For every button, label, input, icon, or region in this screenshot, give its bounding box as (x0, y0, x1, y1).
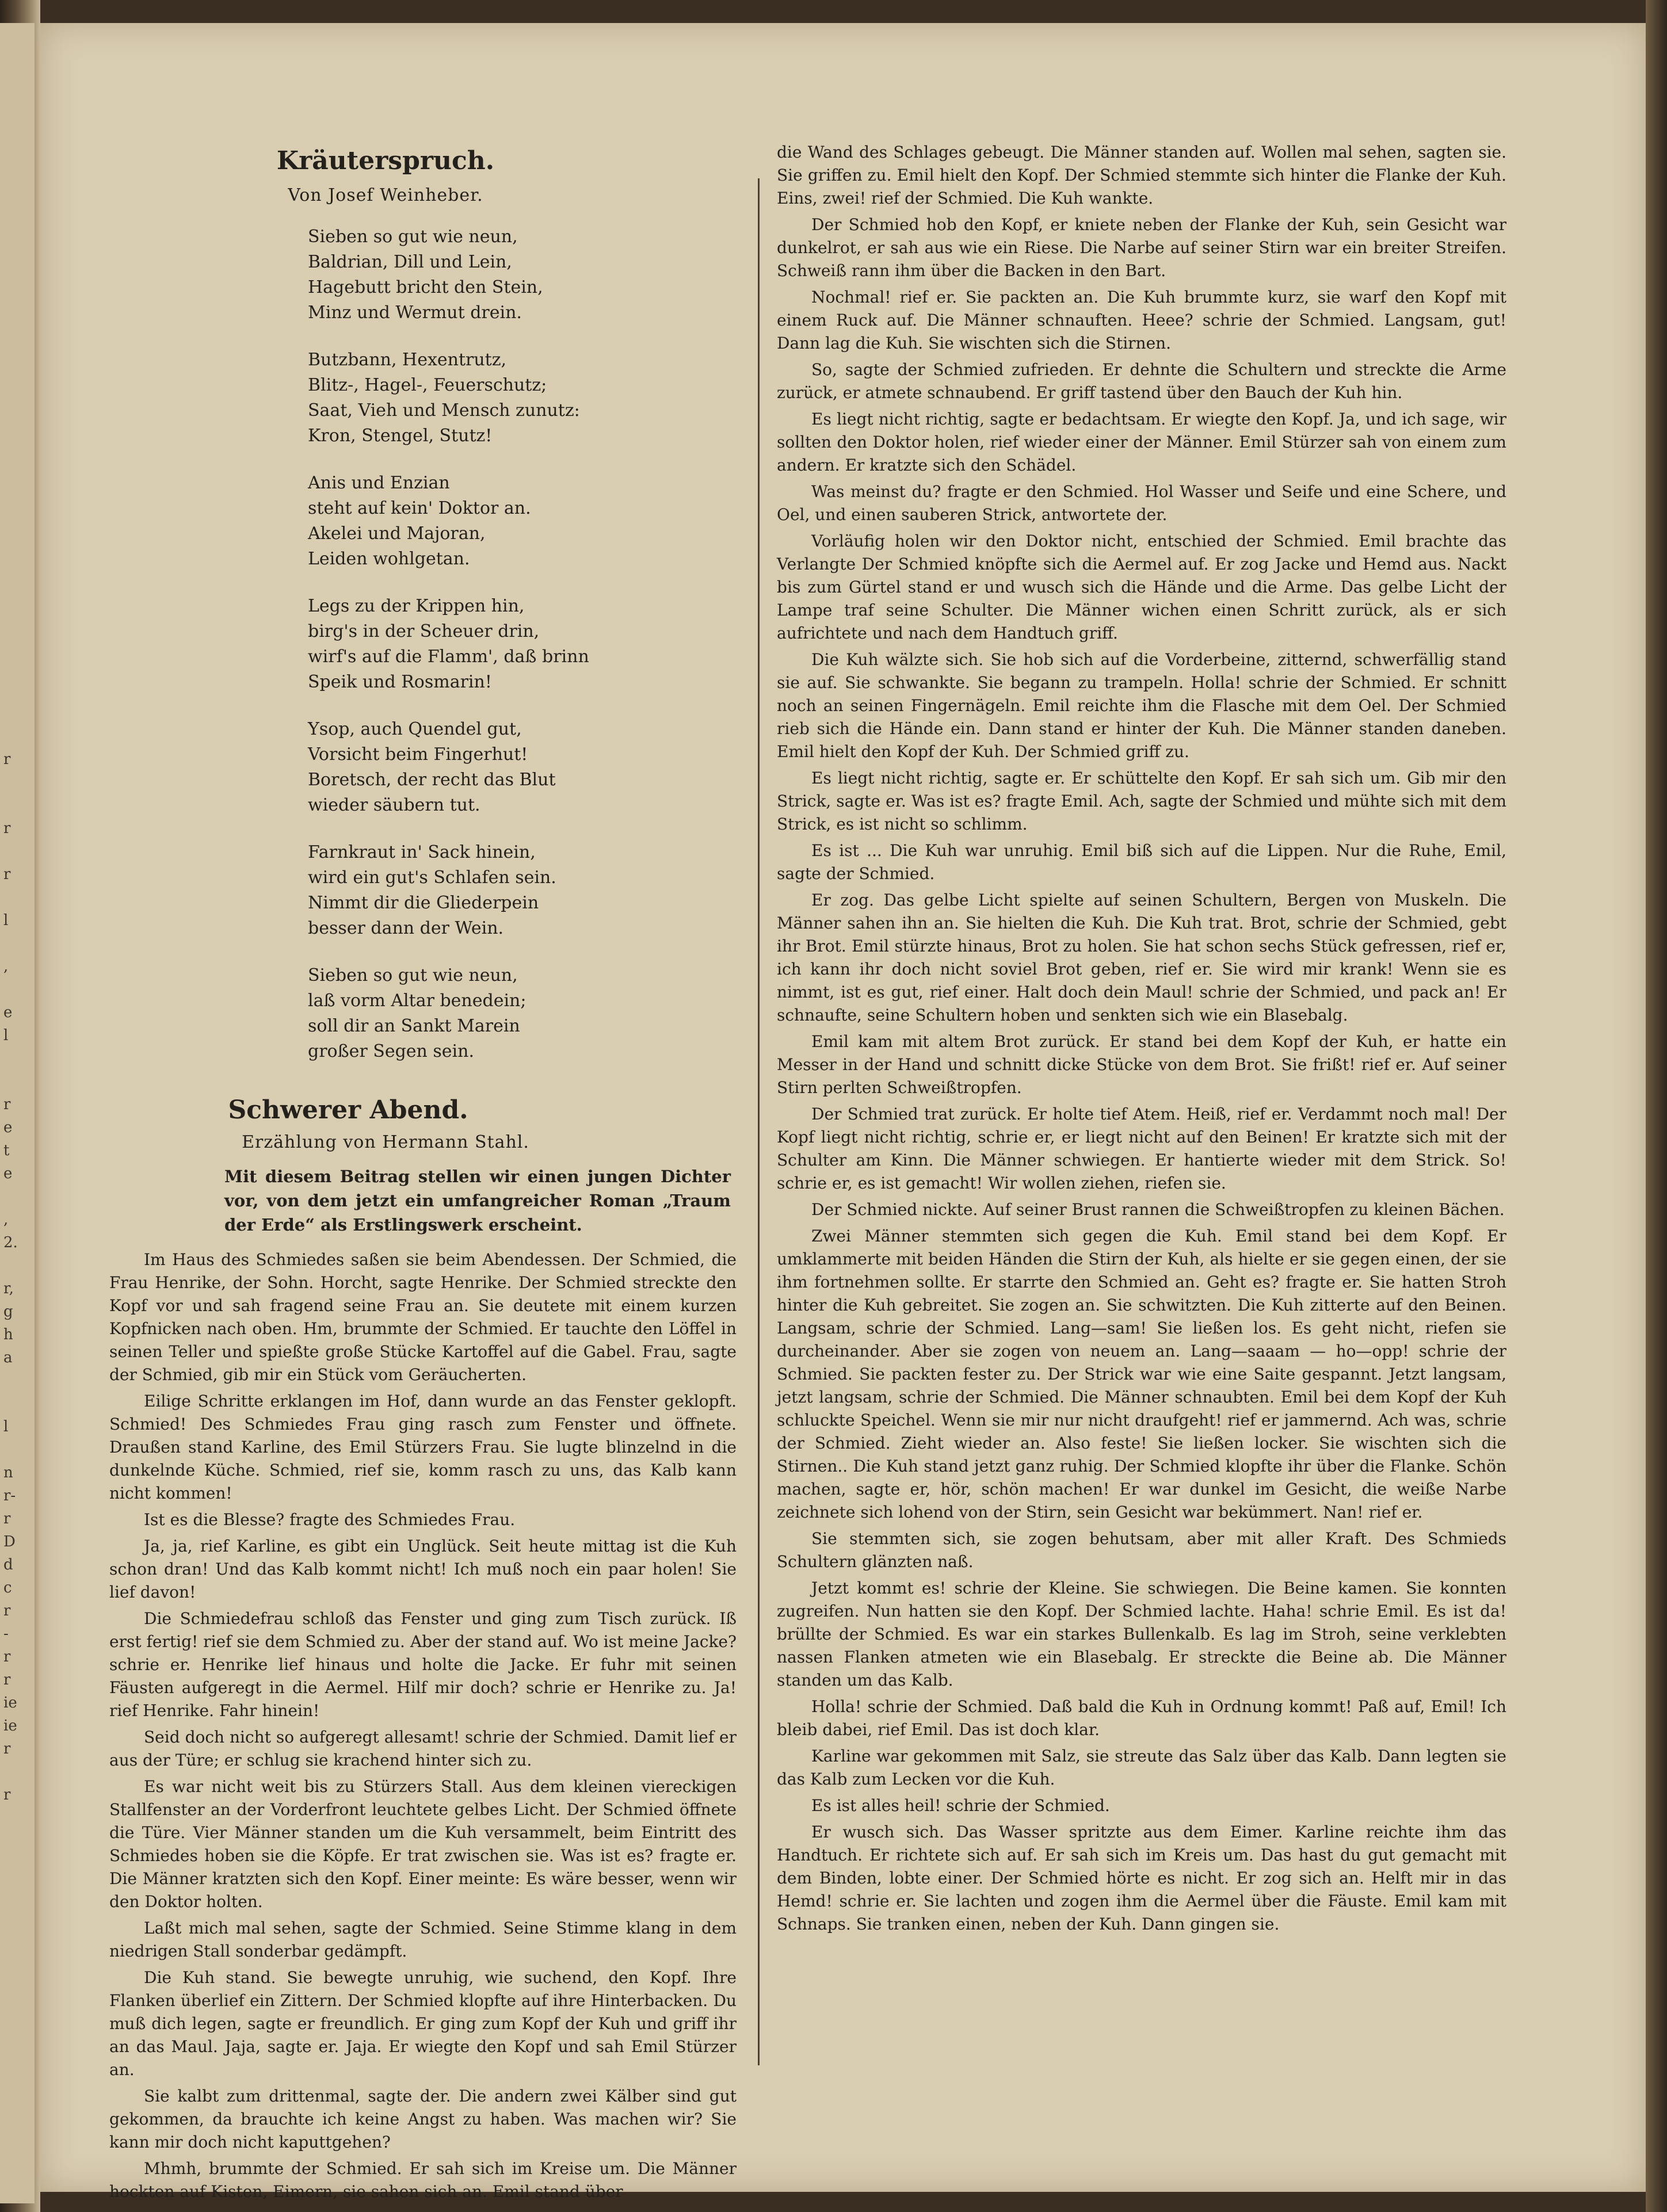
previous-page-letters: r r r l , e l r e t e , 2. r, g h a l n r- r D d c r - r r ie ie r r (3, 751, 18, 1804)
poem-line: soll dir an Sankt Marein (308, 1016, 520, 1036)
poem-line: Sieben so gut wie neun, (308, 965, 518, 985)
story-paragraph: Es liegt nicht richtig, sagte er bedachtsam. Er wiegte den Kopf. Ja, und ich sage, wir sollten den Doktor holen, rief wieder einer der Männer. Emil Stürzer sah von einem zum andern. Er kratzte sich den Schädel. (777, 410, 1506, 475)
poem-line: wieder säubern tut. (308, 795, 480, 815)
poem-stanza (308, 594, 737, 695)
poem-line: Ysop, auch Quendel gut, (308, 719, 522, 739)
poem-line: laß vorm Altar benedein; (308, 991, 527, 1011)
left-column (109, 144, 737, 2207)
story-paragraph: Seid doch nicht so aufgeregt allesamt! schrie der Schmied. Damit lief er aus der Türe; er schlug sie krachend hinter sich zu. (109, 1728, 737, 1770)
poem-line: Nimmt dir die Gliederpein (308, 893, 539, 913)
poem-line: Butzbann, Hexentrutz, (308, 350, 507, 370)
story-author: Erzählung von Hermann Stahl. (242, 1132, 529, 1152)
story-paragraph: Laßt mich mal sehen, sagte der Schmied. Seine Stimme klang in dem niedrigen Stall sonderbar gedämpft. (109, 1919, 737, 1961)
story-paragraph: Es ist ... Die Kuh war unruhig. Emil biß sich auf die Lippen. Nur die Ruhe, Emil, sagte der Schmied. (777, 841, 1506, 883)
story-paragraph: Karline war gekommen mit Salz, sie streute das Salz über das Kalb. Dann legten sie das Kalb zum Lecken vor die Kuh. (777, 1747, 1506, 1789)
story-paragraph: Ist es die Blesse? fragte des Schmiedes Frau. (144, 1510, 516, 1529)
poem-line: Leiden wohlgetan. (308, 549, 470, 569)
poem-stanza (308, 717, 737, 818)
right-column (777, 141, 1506, 1939)
poem-line: Hagebutt bricht den Stein, (308, 277, 543, 297)
poem-line: Boretsch, der recht das Blut (308, 770, 556, 790)
poem-line: großer Segen sein. (308, 1041, 474, 1061)
poem-line: Farnkraut in' Sack hinein, (308, 842, 536, 862)
story-text-left (109, 1248, 737, 2203)
poem-line: Kron, Stengel, Stutz! (308, 426, 493, 446)
poem-line: birg's in der Scheuer drin, (308, 621, 540, 641)
poem-line: Vorsicht beim Fingerhut! (308, 744, 528, 765)
story-title: Schwerer Abend. (228, 1095, 468, 1125)
story-paragraph: Eilige Schritte erklangen im Hof, dann wurde an das Fenster geklopft. Schmied! Des Schmiedes Frau ging rasch zum Fenster und öffnete. Draußen stand Karline, des Emil Stürzers Frau. Sie lugte blinzelnd in die dunkelnde Küche. Schmied, rief sie, komm rasch zu uns, das Kalb kann nicht kommen! (109, 1392, 737, 1503)
poem-title: Kräuterspruch. (276, 146, 495, 175)
previous-page-edge (0, 23, 35, 2203)
story-paragraph: Mhmh, brummte der Schmied. Er sah sich im Kreise um. Die Männer hockten auf Kisten, Eimern, sie sahen sich an. Emil stand über (109, 2159, 737, 2201)
poem-line: Akelei und Majoran, (308, 524, 486, 544)
poem-stanza (308, 471, 737, 572)
poem-body (109, 224, 737, 1064)
column-divider (758, 178, 760, 2065)
poem-line: wird ein gut's Schlafen sein. (308, 868, 556, 888)
poem-author: Von Josef Weinheber. (288, 185, 483, 205)
story-paragraph: Holla! schrie der Schmied. Daß bald die Kuh in Ordnung kommt! Paß auf, Emil! Ich bleib dabei, rief Emil. Das ist doch klar. (777, 1697, 1506, 1739)
story-paragraph: Ja, ja, rief Karline, es gibt ein Unglück. Seit heute mittag ist die Kuh schon dran! Und das Kalb kommt nicht! Ich muß noch ein paar holen! Sie lief davon! (109, 1537, 737, 1602)
story-text-right (777, 141, 1506, 1936)
poem-line: Sieben so gut wie neun, (308, 227, 518, 247)
story-paragraph: Jetzt kommt es! schrie der Kleine. Sie schwiegen. Die Beine kamen. Sie konnten zugreifen. Nun hatten sie den Kopf. Der Schmied lachte. Haha! schrie Emil. Es ist da! brüllte der Schmied. Es war ein starkes Bullenkalb. Es lag im Stroh, seine verklebten nassen Flanken atmeten wie ein Blasebalg. Er streckte die Beine ab. Die Männer standen um das Kalb. (777, 1579, 1506, 1690)
story-paragraph: Sie stemmten sich, sie zogen behutsam, aber mit aller Kraft. Des Schmieds Schultern glänzten naß. (777, 1529, 1506, 1571)
story-paragraph: Nochmal! rief er. Sie packten an. Die Kuh brummte kurz, sie warf den Kopf mit einem Ruck auf. Die Männer schnauften. Heee? schrie der Schmied. Langsam, gut! Dann lag die Kuh. Sie wischten sich die Stirnen. (777, 288, 1506, 353)
poem-stanza (308, 224, 737, 326)
story-intro: Mit diesem Beitrag stellen wir einen jungen Dichter vor, von dem jetzt ein umfangreicher Roman „Traum der Erde“ als Erstlingswerk erscheint. (224, 1167, 731, 1235)
newspaper-page (40, 23, 1646, 2201)
story-paragraph: die Wand des Schlages gebeugt. Die Männer standen auf. Wollen mal sehen, sagten sie. Sie griffen zu. Emil hielt den Kopf. Der Schmied stemmte sich hinter die Flanke der Kuh. Eins, zwei! rief der Schmied. Die Kuh wankte. (777, 143, 1506, 208)
story-paragraph: Emil kam mit altem Brot zurück. Er stand bei dem Kopf der Kuh, er hatte ein Messer in der Hand und schnitt dicke Stücke von dem Brot. Sie frißt! rief er. Auf seiner Stirn perlten Schweißtropfen. (777, 1032, 1506, 1097)
story-paragraph: So, sagte der Schmied zufrieden. Er dehnte die Schultern und streckte die Arme zurück, er atmete schnaubend. Er griff tastend über den Bauch der Kuh hin. (777, 360, 1506, 402)
poem-line: steht auf kein' Doktor an. (308, 498, 531, 518)
story-paragraph: Die Kuh wälzte sich. Sie hob sich auf die Vorderbeine, zitternd, schwerfällig stand sie auf. Sie schwankte. Sie begann zu trampeln. Holla! schrie der Schmied. Er schnitt noch an seinen Fingernägeln. Emil reichte ihm die Flasche mit dem Oel. Der Schmied rieb sich die Hände ein. Dann stand er hinter der Kuh. Die Männer standen daneben. Emil hielt den Kopf der Kuh. Der Schmied griff zu. (777, 650, 1506, 761)
story-paragraph: Er zog. Das gelbe Licht spielte auf seinen Schultern, Bergen von Muskeln. Die Männer sahen ihn an. Sie hielten die Kuh. Die Kuh trat. Brot, schrie der Schmied, gebt ihr Brot. Emil stürzte hinaus, Brot zu holen. Sie hat schon sechs Stück gefressen, rief er, ich kann ihr doch nicht soviel Brot geben, rief er. Sie wird mir krank! Wenn sie es nimmt, ist es gut, rief einer. Halt doch dein Maul! schrie der Schmied, und pack an! Er schnaufte, seine Schultern hoben und senkten sich wie ein Blasebalg. (777, 891, 1506, 1025)
poem-stanza (308, 963, 737, 1064)
story-paragraph: Der Schmied hob den Kopf, er kniete neben der Flanke der Kuh, sein Gesicht war dunkelrot, er sah aus wie ein Riese. Die Narbe auf seiner Stirn war ein breiter Streifen. Schweiß rann ihm über die Backen in den Bart. (777, 215, 1506, 280)
poem-line: Minz und Wermut drein. (308, 303, 522, 323)
story-paragraph: Im Haus des Schmiedes saßen sie beim Abendessen. Der Schmied, die Frau Henrike, der Sohn. Horcht, sagte Henrike. Der Schmied streckte den Kopf vor und sah fragend seine Frau an. Sie deutete mit einem kurzen Kopfnicken nach oben. Hm, brummte der Schmied. Er tauchte den Löffel in seinen Teller und spießte große Stücke Kartoffel auf die Gabel. Frau, sagte der Schmied, gib mir ein Stück vom Geräucherten. (109, 1250, 737, 1384)
story-paragraph: Vorläufig holen wir den Doktor nicht, entschied der Schmied. Emil brachte das Verlangte Der Schmied knöpfte sich die Aermel auf. Er zog Jacke und Hemd aus. Nackt bis zum Gürtel stand er und wusch sich die Hände und die Arme. Das gelbe Licht der Lampe traf seine Schulter. Die Männer wichen einen Schritt zurück, als er sich aufrichtete und nach dem Handtuch griff. (777, 532, 1506, 643)
poem-line: wirf's auf die Flamm', daß brinn (308, 647, 589, 667)
story-paragraph: Was meinst du? fragte er den Schmied. Hol Wasser und Seife und eine Schere, und Oel, und einen sauberen Strick, antwortete der. (777, 482, 1506, 524)
story-paragraph: Es ist alles heil! schrie der Schmied. (811, 1796, 1110, 1815)
story-paragraph: Zwei Männer stemmten sich gegen die Kuh. Emil stand bei dem Kopf. Er umklammerte mit beiden Händen die Stirn der Kuh, als hielte er sie gegen einen, der sie ihm fortnehmen sollte. Er starrte den Schmied an. Geht es? fragte er. Sie hatten Stroh hinter die Kuh gebreitet. Sie zogen an. Sie schwitzten. Die Kuh zitterte auf den Beinen. Langsam, schrie der Schmied. Lang—sam! Sie ließen los. Es geht nicht, riefen sie durcheinander. Aber sie zogen von neuem an. Lang—saaam — ho—opp! schrie der Schmied. Sie packten fester zu. Der Strick war wie eine Saite gespannt. Jetzt langsam, jetzt langsam, schrie der Schmied. Die Männer schnaubten. Emil bei dem Kopf der Kuh schluckte Speichel. Wenn sie mir nur nicht draufgeht! rief er jammernd. Ach was, schrie der Schmied. Zieht wieder an. Also feste! Sie ließen locker. Sie wischten sich die Stirnen.. Die Kuh stand jetzt ganz ruhig. Der Schmied klopfte ihr über die Flanke. Schön machen, sagte er, hör, schön machen! Er war dunkel im Gesicht, die weiße Narbe zeichnete sich lohend von der Stirn, sein Gesicht war bekümmert. Nan! rief er. (777, 1227, 1506, 1522)
poem-line: Speik und Rosmarin! (308, 672, 492, 692)
poem-line: Blitz-, Hagel-, Feuerschutz; (308, 375, 547, 395)
story-paragraph: Es war nicht weit bis zu Stürzers Stall. Aus dem kleinen viereckigen Stallfenster an der Vorderfront leuchtete gelbes Licht. Der Schmied öffnete die Türe. Vier Männer standen um die Kuh versammelt, beim Eintritt des Schmiedes hoben sie die Köpfe. Er trat zwischen sie. Was ist es? fragte er. Die Männer kratzten sich den Kopf. Einer meinte: Es wäre besser, wenn wir den Doktor holten. (109, 1777, 737, 1911)
poem-line: Baldrian, Dill und Lein, (308, 252, 512, 272)
story-paragraph: Die Schmiedefrau schloß das Fenster und ging zum Tisch zurück. Iß erst fertig! rief sie dem Schmied zu. Aber der stand auf. Wo ist meine Jacke? schrie er. Henrike lief hinaus und holte die Jacke. Er fuhr mit seinen Fäusten aufgeregt in die Aermel. Hilf mir doch? schrie er Henrike zu. Ja! rief Henrike. Fahr hinein! (109, 1609, 737, 1720)
poem-line: Anis und Enzian (308, 473, 450, 493)
story-paragraph: Der Schmied nickte. Auf seiner Brust rannen die Schweißtropfen zu kleinen Bächen. (811, 1200, 1505, 1219)
story-paragraph: Sie kalbt zum drittenmal, sagte der. Die andern zwei Kälber sind gut gekommen, da brauchte ich keine Angst zu haben. Was machen wir? Sie kann mir doch nicht kaputtgehen? (109, 2087, 737, 2152)
page-edge-right (1646, 0, 1667, 2212)
poem-line: Legs zu der Krippen hin, (308, 596, 525, 616)
poem-line: Saat, Vieh und Mensch zunutz: (308, 400, 580, 421)
story-paragraph: Die Kuh stand. Sie bewegte unruhig, wie suchend, den Kopf. Ihre Flanken überlief ein Zittern. Der Schmied klopfte auf ihre Hinterbacken. Du muß dich legen, sagte er freundlich. Er ging zum Kopf der Kuh und griff ihr an das Maul. Jaja, sagte er. Jaja. Er wiegte den Kopf und sah Emil Stürzer an. (109, 1968, 737, 2079)
story-paragraph: Er wusch sich. Das Wasser spritzte aus dem Eimer. Karline reichte ihm das Handtuch. Er richtete sich auf. Er sah sich im Kreis um. Das hast du gut gemacht mit dem Binden, lobte einer. Der Schmied hörte es nicht. Er zog sich an. Helft mir in das Hemd! schrie er. Sie lachten und zogen ihm die Aermel über die Fäuste. Emil kam mit Schnaps. Sie tranken einen, neben der Kuh. Dann gingen sie. (777, 1823, 1506, 1934)
poem-line: besser dann der Wein. (308, 918, 504, 938)
poem-stanza (308, 347, 737, 449)
story-paragraph: Der Schmied trat zurück. Er holte tief Atem. Heiß, rief er. Verdammt noch mal! Der Kopf liegt nicht richtig, schrie er, er liegt nicht auf den Beinen! Er kratzte sich mit der Schulter am Kinn. Die Männer schwiegen. Er hantierte wieder mit dem Strick. So! schrie er, es ist gemacht! Wir wollen ziehen, riefen sie. (777, 1105, 1506, 1193)
poem-stanza (308, 840, 737, 941)
story-paragraph: Es liegt nicht richtig, sagte er. Er schüttelte den Kopf. Er sah sich um. Gib mir den Strick, sagte er. Was ist es? fragte Emil. Ach, sagte der Schmied und mühte sich mit dem Strick, es ist nicht so schlimm. (777, 769, 1506, 834)
